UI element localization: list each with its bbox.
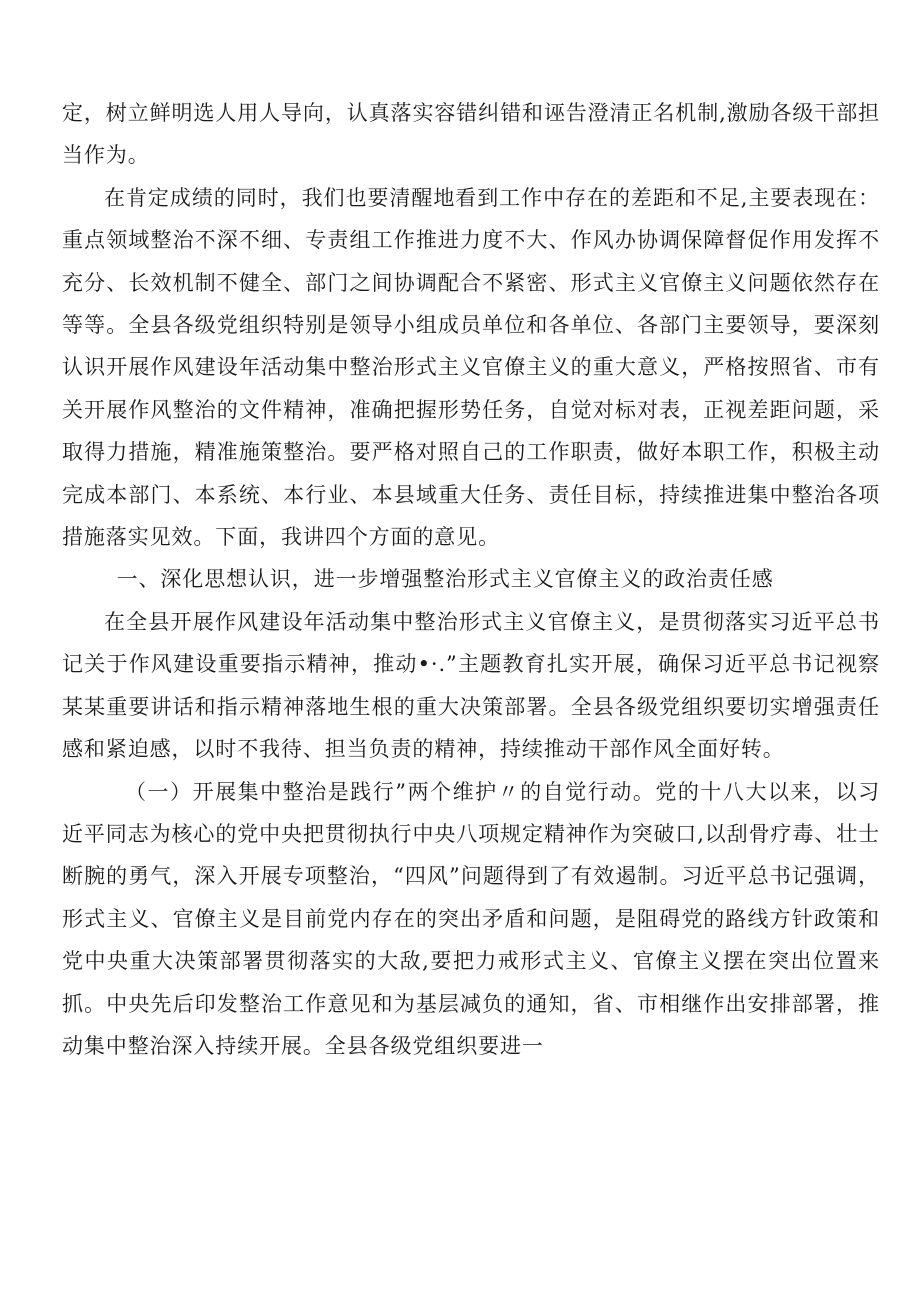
paragraph-section-intro: 在全县开展作风建设年活动集中整治形式主义官僚主义，是贯彻落实习近平总书记关于作风建设重要指示精神，推动•·.”主题教育扎实开展，确保习近平总书记视察某某重要讲话和指示精神落地生根的重大决策部署。全县各级党组织要切实增强责任感和紧迫感，以时不我待、担当负责的精神，持续推动干部作风全面好转。 <box>62 609 880 762</box>
paragraph-subsection-one: （一）开展集中整治是践行”两个维护〃的自觉行动。党的十八大以来，以习近平同志为核心的党中央把贯彻执行中央八项规定精神作为突破口,以刮骨疗毒、壮士断腕的勇气，深入开展专项整治，“四风”问题得到了有效遏制。习近平总书记强调，形式主义、官僚主义是目前党内存在的突出矛盾和问题，是阻碍党的路线方针政策和党中央重大决策部署贯彻落实的大敌,要把力戒形式主义、官僚主义摆在突出位置来抓。中央先后印发整治工作意见和为基层减负的通知，省、市相继作出安排部署，推动集中整治深入持续开展。全县各级党组织要进一 <box>62 779 880 1058</box>
paragraph-shortcomings: 在肯定成绩的同时，我们也要清醒地看到工作中存在的差距和不足,主要表现在：重点领域整治不深不细、专责组工作推进力度不大、作风办协调保障督促作用发挥不充分、长效机制不健全、部门之间协调配合不紧密、形式主义官僚主义问题依然存在等等。全县各级党组织特别是领导小组成员单位和各单位、各部门主要领导，要深刻认识开展作风建设年活动集中整治形式主义官僚主义的重大意义，严格按照省、市有关开展作风整治的文件精神，准确把握形势任务，自觉对标对表，正视差距问题，采取得力措施，精准施策整治。要严格对照自己的工作职责，做好本职工作，积极主动完成本部门、本系统、本行业、本县域重大任务、责任目标，持续推进集中整治各项措施落实见效。下面，我讲四个方面的意见。 <box>62 185 880 550</box>
document-body <box>62 92 880 1067</box>
section-heading-one: 一、深化思想认识，进一步增强整治形式主义官僚主义的政治责任感 <box>116 567 774 592</box>
paragraph-continuation: 定，树立鲜明选人用人导向，认真落实容错纠错和诬告澄清正名机制,激励各级干部担当作为。 <box>62 101 880 168</box>
